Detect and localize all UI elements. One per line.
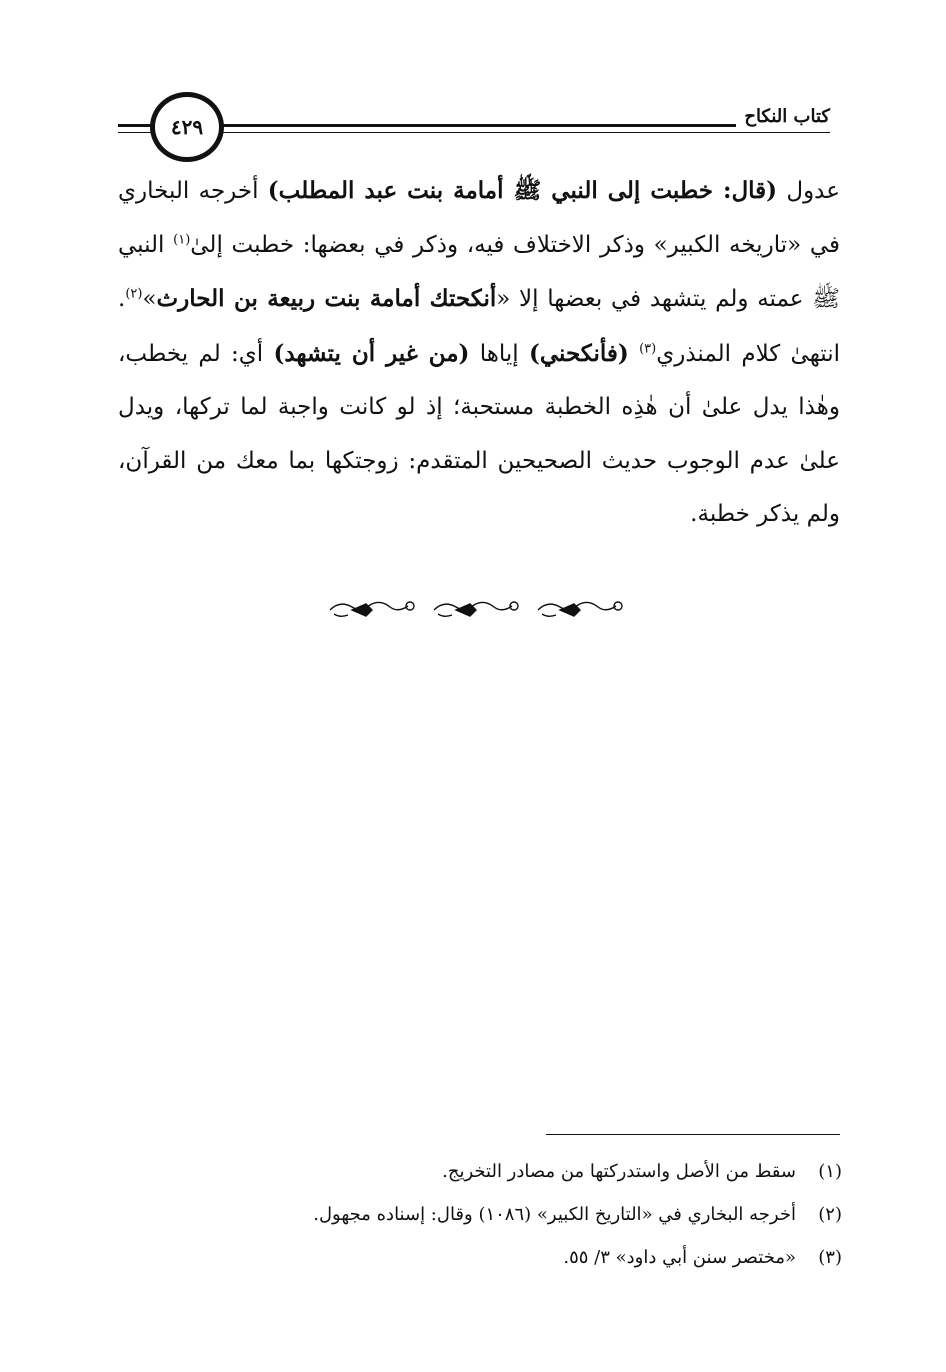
footnotes: [142, 1150, 842, 1279]
bold-text-run: (من غير أن يتشهد): [273, 339, 470, 367]
bold-text-run: (فأنكحني): [528, 339, 629, 367]
footnote-text: أخرجه البخاري في «التاريخ الكبير» (١٠٨٦) وقال: إسناده مجهول.: [313, 1204, 796, 1225]
footnote-number: (١): [818, 1161, 842, 1182]
section-divider-ornament: [322, 592, 636, 628]
page-number: [150, 92, 224, 162]
footnote-number: (٢): [818, 1204, 842, 1225]
page-number-text: ٤٢٩: [170, 115, 204, 139]
running-title: كتاب النكاح: [736, 106, 830, 128]
text-run: أخرجه البخاري في «تاريخه الكبير» وذكر الاختلاف فيه، وذكر في بعضها: خطبت إلىٰ: [118, 178, 841, 258]
body-paragraph: [118, 164, 840, 542]
text-run: [629, 341, 639, 367]
footnote-3: [142, 1236, 842, 1279]
footnote-number: (٣): [818, 1247, 842, 1268]
footnote-1: [142, 1150, 842, 1193]
text-run: . انتهىٰ كلام المنذري: [118, 286, 841, 367]
footnote-text: سقط من الأصل واستدركتها من مصادر التخريج.: [442, 1161, 796, 1182]
text-run: أي: لم يخطب، وهٰذا يدل علىٰ أن هٰذِه الخطبة مستحبة؛ إذ لو كانت واجبة لما تركها، ويدل علىٰ عدم الوجوب حديث الصحيحين المتقدم: زوجتكها بما معك من القرآن، ولم يذكر خطبة.: [118, 340, 840, 527]
footnote-reference: (١): [173, 231, 191, 247]
text-run: عدول: [777, 178, 840, 204]
main-text: [118, 164, 840, 542]
bold-text-run: أنكحتك أمامة بنت ربيعة بن الحارث: [156, 285, 497, 312]
header-rule-right-thin: [218, 132, 830, 133]
footnote-separator: [546, 1134, 840, 1135]
footnote-text: «مختصر سنن أبي داود» ٣/ ٥٥.: [563, 1247, 796, 1268]
footnote-reference: (٢): [125, 286, 143, 302]
footnote-reference: (٣): [639, 340, 657, 356]
bold-text-run: (قال: خطبت إلى النبي ﷺ أمامة بنت عبد المطلب): [267, 177, 778, 204]
text-run: إياها: [469, 340, 529, 367]
page-header: [118, 92, 830, 168]
footnote-2: [142, 1193, 842, 1236]
text-run: »: [142, 286, 157, 312]
text-run: النبي ﷺ عمته ولم يتشهد في بعضها إلا «: [118, 231, 840, 312]
